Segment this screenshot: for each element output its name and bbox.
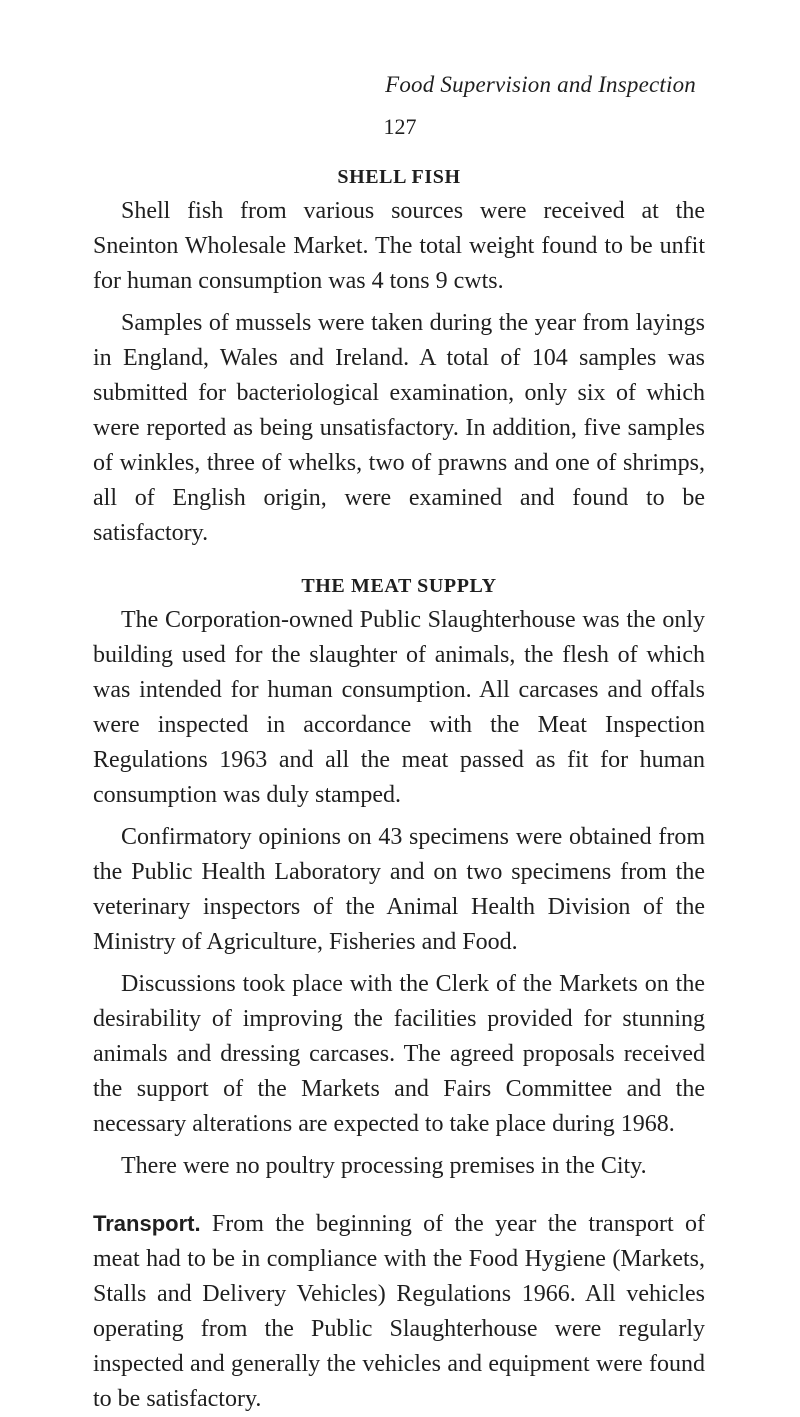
page-body	[93, 160, 705, 1417]
paragraph: Discussions took place with the Clerk of the Markets on the desirability of improving the facilities provided for stunning animals and dressing carcases. The agreed proposals received the support of the Markets and Fairs Committee and the necessary alterations are expected to take place during 1968.	[93, 971, 705, 1137]
transport-run-in-heading: Transport.	[93, 1211, 201, 1236]
paragraph: Samples of mussels were taken during the year from layings in England, Wales and Ireland. A total of 104 samples was submitted for bacteriological examination, only six of which were reported as being unsatisfactory. In addition, five samples of winkles, three of whelks, two of prawns and one of shrimps, all of English origin, were examined and found to be satisfactory.	[93, 310, 705, 546]
paragraph: Shell fish from various sources were received at the Sneinton Wholesale Market. The total weight found to be unfit for human consumption was 4 tons 9 cwts.	[93, 198, 705, 294]
section-heading-meat-supply: THE MEAT SUPPLY	[301, 575, 497, 597]
transport-text: From the beginning of the year the transport of meat had to be in compliance with the Food Hygiene (Markets, Stalls and Delivery Vehicles) Regulations 1966. All vehicles operating from the Public Slaughterhouse were regularly inspected and generally the vehicles and equipment were found to be satisfactory.	[93, 1211, 705, 1412]
section-heading-shell-fish: SHELL FISH	[337, 166, 461, 188]
page-number: 127	[383, 114, 417, 139]
paragraph: There were no poultry processing premises in the City.	[121, 1153, 647, 1179]
paragraph: Confirmatory opinions on 43 specimens were obtained from the Public Health Laboratory and on two specimens from the veterinary inspectors of the Animal Health Division of the Ministry of Agriculture, Fisheries and Food.	[93, 824, 705, 955]
running-head: Food Supervision and Inspection	[385, 72, 696, 97]
paragraph: The Corporation-owned Public Slaughterhouse was the only building used for the slaughter of animals, the flesh of which was intended for human consumption. All carcases and offals were inspected in accordance with the Meat Inspection Regulations 1963 and all the meat passed as fit for human consumption was duly stamped.	[93, 607, 705, 808]
